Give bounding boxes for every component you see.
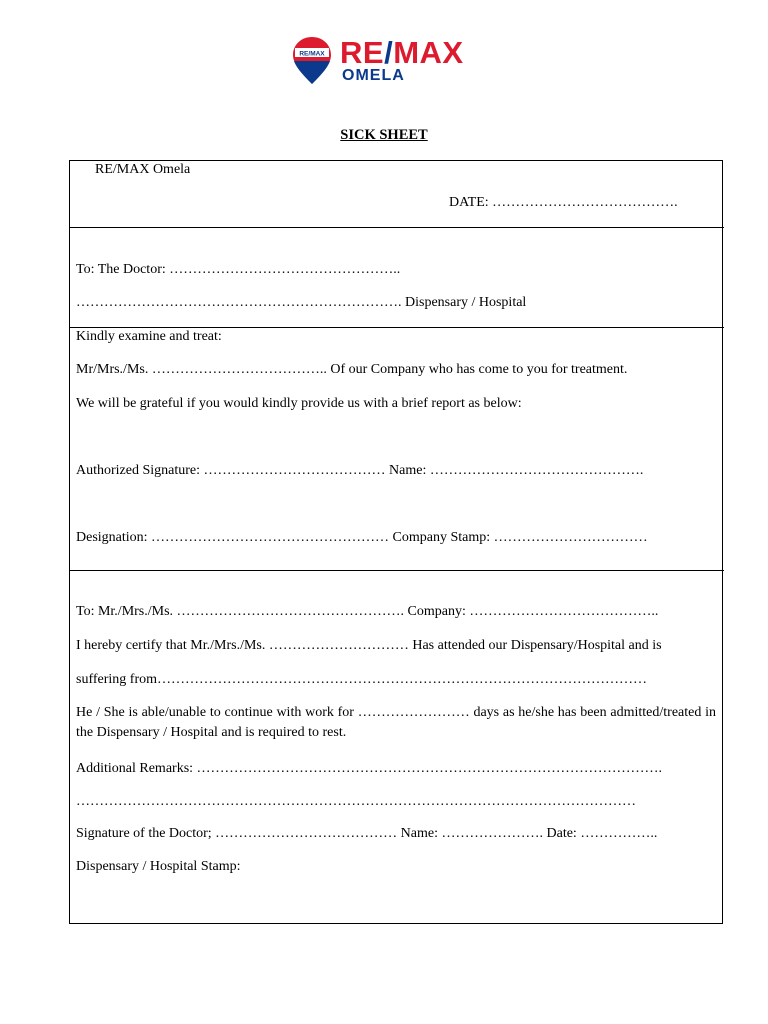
balloon-label: RE/MAX [299,50,325,58]
certify-line: I hereby certify that Mr./Mrs./Ms. ………………………… Has attended our Dispensary/Hospital and is [76,638,662,653]
company-name: RE/MAX Omela [95,162,191,177]
remax-logo [292,36,482,88]
document-title: SICK SHEET [340,127,428,143]
hospital-stamp-label: Dispensary / Hospital Stamp: [76,859,241,874]
ability-paragraph: He / She is able/unable to continue with work for …………………… days as he/she has been admitted/treated in the Dispensary / Hospital and is required to rest. [76,705,716,740]
section-divider [69,570,724,571]
patient-line: Mr/Mrs./Ms. ……………………………….. Of our Company who has come to you for treatment. [76,362,628,377]
brand-slash: / [384,35,394,70]
balloon-icon [292,36,336,86]
brand-re: RE [340,35,385,70]
brand-max: MAX [393,35,464,70]
remarks-line: Additional Remarks: ………………………………………………………………………………………. [76,761,663,776]
report-request-text: We will be grateful if you would kindly provide us with a brief report as below: [76,396,522,411]
dispensary-line: ……………………………………………………………. Dispensary / Hospital [76,295,527,310]
date-field: DATE: …………………………………. [449,195,678,210]
to-doctor-line: To: The Doctor: ………………………………………….. [76,262,401,277]
kindly-examine-text: Kindly examine and treat: [76,329,222,344]
suffering-line: suffering from…………………………………………………………………………………………… [76,672,647,687]
to-patient-line: To: Mr./Mrs./Ms. …………………………………………. Company: ………………………………….. [76,604,659,619]
designation-line: Designation: …………………………………………… Company Stamp: …………………………… [76,530,648,545]
brand-subtitle: OMELA [342,67,405,84]
remarks-continuation-line: ………………………………………………………………………………………………………… [76,794,636,809]
authorized-signature-line: Authorized Signature: ………………………………… Name: ………………………………………. [76,463,644,478]
brand-wordmark [340,36,464,70]
doctor-signature-line: Signature of the Doctor; ………………………………… Name: …………………. Date: …………….. [76,826,658,841]
section-divider [69,227,724,228]
